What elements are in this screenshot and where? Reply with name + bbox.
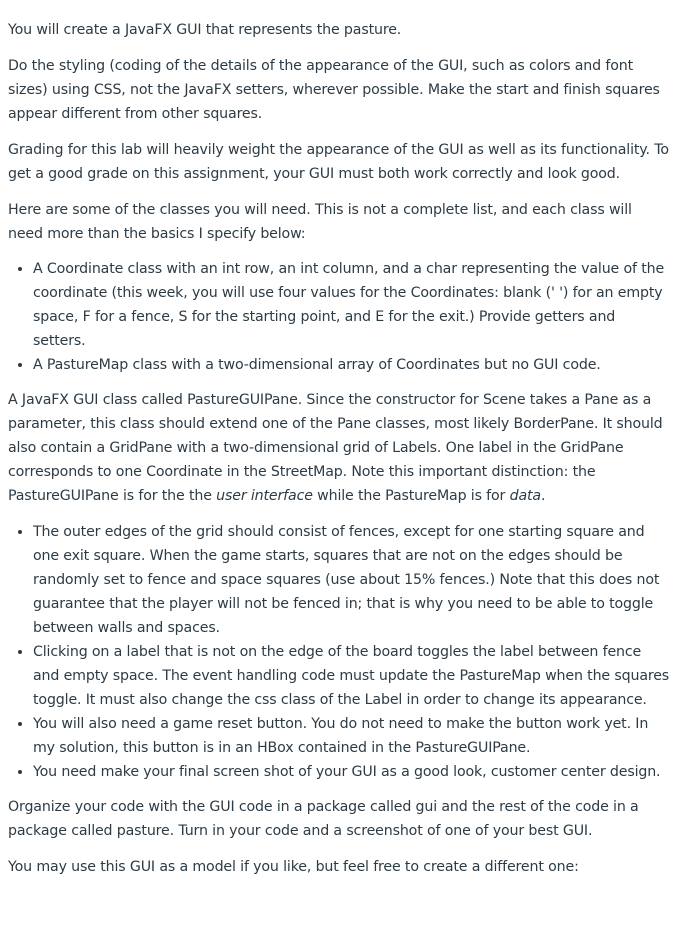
user-interface-emphasis: user interface [216, 488, 313, 504]
requirements-list [8, 520, 670, 784]
list-item: • A Coordinate class with an int row, an int column, and a char representing the value of the coordinate (this week, you will use four values for the Coordinates: blank (' ') for an empty space, F for a fence, S for the starting point, and E for the exit.) Provide getters and setters. [33, 257, 670, 353]
list-item: • You need make your final screen shot of your GUI as a good look, customer center design. [33, 760, 670, 784]
list-item: • A PastureMap class with a two-dimensional array of Coordinates but no GUI code. [33, 353, 670, 377]
gui-pane-text: A JavaFX GUI class called PastureGUIPane. Since the constructor for Scene takes a Pane as a parameter, this class should extend one of the Pane classes, most likely BorderPane. It should also contain a GridPane with a two-dimensional grid of Labels. One label in the GridPane corresponds to one Coordinate in the StreetMap. Note this important distinction: the PastureGUIPane is for the the [8, 392, 663, 504]
gui-pane-text: . [540, 488, 546, 504]
organize-paragraph: Organize your code with the GUI code in a package called gui and the rest of the code in a package called pasture. Turn in your code and a screenshot of one of your best GUI. [8, 799, 639, 839]
model-paragraph: You may use this GUI as a model if you like, but feel free to create a different one: [8, 859, 579, 875]
class-list [8, 257, 670, 377]
list-item: • Clicking on a label that is not on the edge of the board toggles the label between fence and empty space. The event handling code must update the PastureMap when the squares toggle. It must also change the css class of the Label in order to change its appearance. [33, 640, 670, 712]
classes-intro-paragraph: Here are some of the classes you will need. This is not a complete list, and each class will need more than the basics I specify below: [8, 202, 632, 242]
styling-paragraph: Do the styling (coding of the details of the appearance of the GUI, such as colors and font sizes) using CSS, not the JavaFX setters, wherever possible. Make the start and finish squares appear different from other squares. [8, 58, 660, 122]
gui-pane-text: while the PastureMap is for [312, 488, 510, 504]
data-emphasis: data [509, 488, 541, 504]
list-item: • The outer edges of the grid should consist of fences, except for one starting square and one exit square. When the game starts, squares that are not on the edges should be randomly set to fence and space squares (use about 15% fences.) Note that this does not guarantee that the player will not be fenced in; that is why you need to be able to toggle between walls and spaces. [33, 520, 670, 640]
list-item: • You will also need a game reset button. You do not need to make the button work yet. In my solution, this button is in an HBox contained in the PastureGUIPane. [33, 712, 670, 760]
grading-paragraph: Grading for this lab will heavily weight the appearance of the GUI as well as its functionality. To get a good grade on this assignment, your GUI must both work correctly and look good. [8, 142, 669, 182]
intro-paragraph: You will create a JavaFX GUI that represents the pasture. [8, 22, 402, 38]
gui-pane-paragraph [8, 388, 670, 508]
